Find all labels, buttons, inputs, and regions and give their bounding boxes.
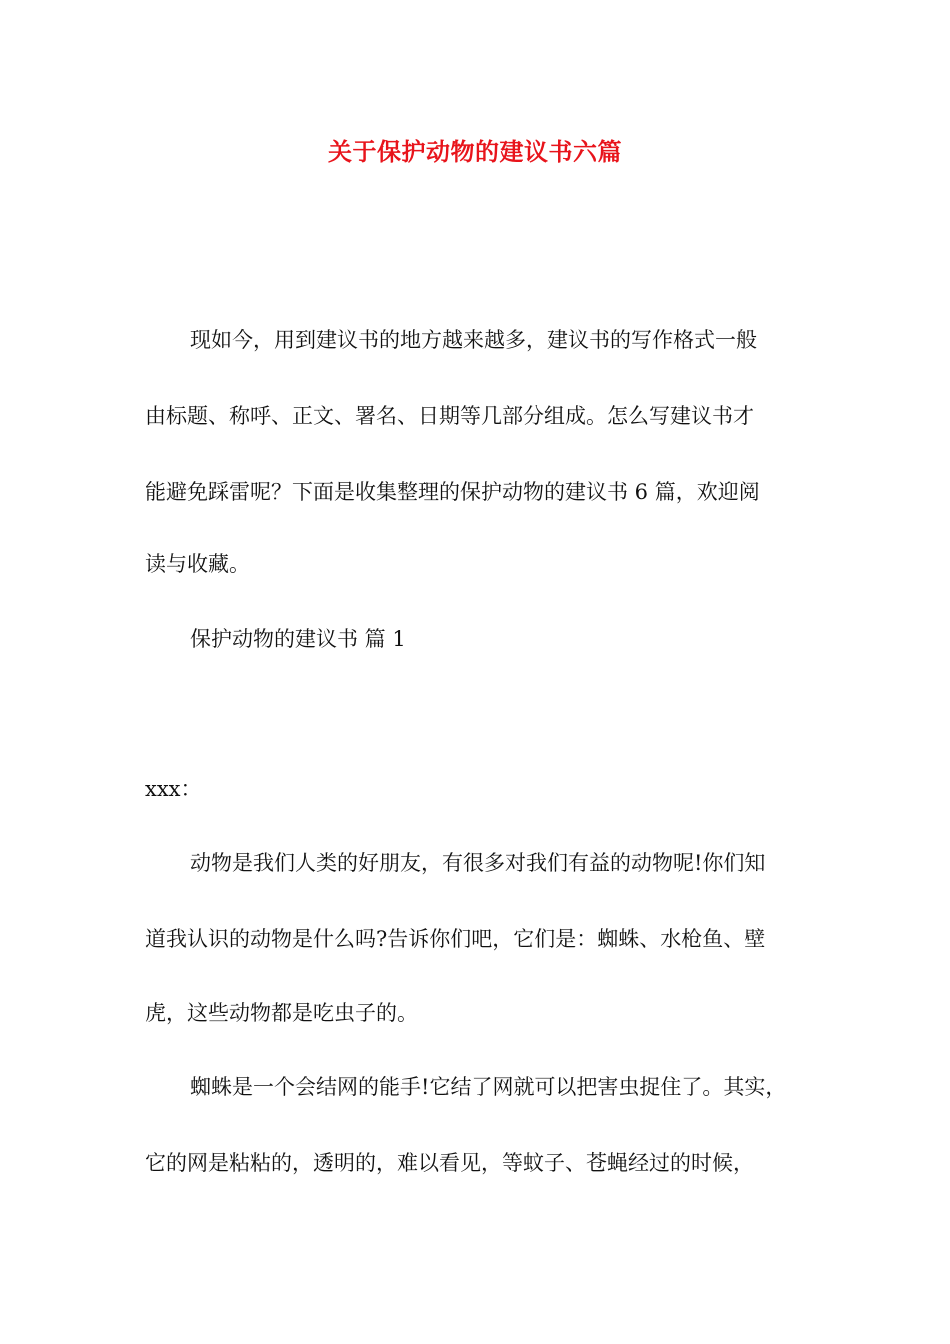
- paragraph-line: 现如今，用到建议书的地方越来越多，建议书的写作格式一般: [190, 328, 757, 352]
- salutation: xxx：: [145, 777, 202, 801]
- paragraph-line: 道我认识的动物是什么吗?告诉你们吧，它们是：蜘蛛、水枪鱼、壁: [145, 927, 766, 951]
- paragraph-line: 蜘蛛是一个会结网的能手!它结了网就可以把害虫捉住了。其实，: [190, 1075, 787, 1099]
- paragraph-line: 由标题、称呼、正文、署名、日期等几部分组成。怎么写建议书才: [145, 404, 754, 428]
- paragraph-line: 读与收藏。: [145, 552, 250, 576]
- paragraph-line: 它的网是粘粘的，透明的，难以看见，等蚊子、苍蝇经过的时候，: [145, 1151, 754, 1175]
- section-heading: 保护动物的建议书 篇 1: [190, 627, 406, 651]
- document-title: 关于保护动物的建议书六篇: [328, 137, 622, 166]
- paragraph-line: 动物是我们人类的好朋友，有很多对我们有益的动物呢!你们知: [190, 851, 766, 875]
- paragraph-line: 能避免踩雷呢？下面是收集整理的保护动物的建议书 6 篇，欢迎阅: [145, 480, 760, 504]
- paragraph-line: 虎，这些动物都是吃虫子的。: [145, 1001, 418, 1025]
